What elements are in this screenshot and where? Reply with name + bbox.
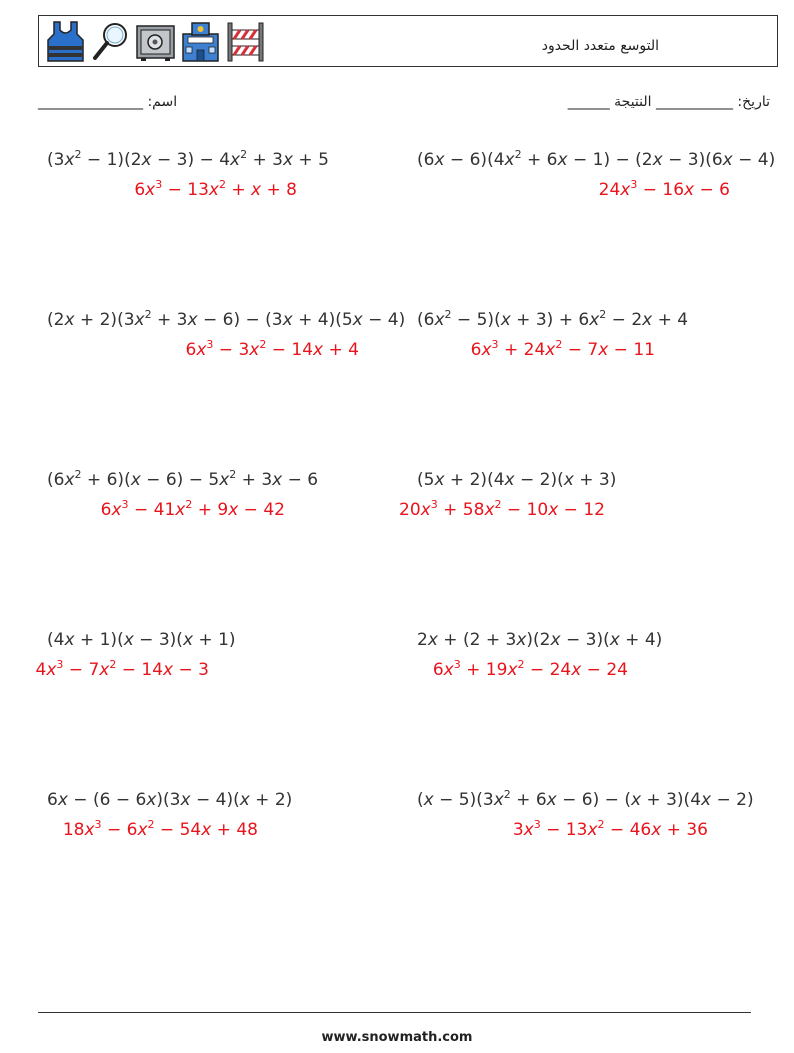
problem-question: (4x + 1)(x − 3)(x + 1) [47, 630, 236, 650]
safe-icon [135, 20, 176, 63]
problem-answer: $18x^3 - 6x^2 - 54x + 48$ [62, 818, 258, 840]
problem-question: $(6x^2 + 6)(x - 6) - 5x^2 + 3x - 6$ [47, 468, 319, 490]
problem-answer: $6x^3 - 13x^2 + x + 8$ [134, 178, 297, 200]
magnifier-icon [90, 20, 131, 63]
police-station-icon [180, 20, 221, 63]
problem-answer: $24x^3 - 16x - 6$ [598, 178, 730, 200]
problem-answer: $6x^3 - 3x^2 - 14x + 4$ [185, 338, 359, 360]
worksheet-title: التوسع متعدد الحدود [541, 38, 659, 54]
header-box [38, 15, 778, 67]
footer-divider [38, 1012, 751, 1013]
problem-question: 6x − (6 − 6x)(3x − 4)(x + 2) [47, 790, 293, 810]
footer-url: www.snowmath.com [321, 1030, 473, 1045]
problem-question: $(6x - 6)(4x^2 + 6x - 1) - (2x - 3)(6x - 4)$ [417, 148, 776, 170]
problem-question: $(3x^2 - 1)(2x - 3) - 4x^2 + 3x + 5$ [47, 148, 329, 170]
vest-icon [45, 20, 86, 63]
problem-answer: $6x^3 - 41x^2 + 9x - 42$ [100, 498, 285, 520]
problem-answer: $3x^3 - 13x^2 - 46x + 36$ [512, 818, 708, 840]
problem-question: (5x + 2)(4x − 2)(x + 3) [417, 470, 617, 490]
problem-answer: $4x^3 - 7x^2 - 14x - 3$ [35, 658, 209, 680]
problem-question: 2x + (2 + 3x)(2x − 3)(x + 4) [417, 630, 663, 650]
problem-question: $(6x^2 - 5)(x + 3) + 6x^2 - 2x + 4$ [417, 308, 689, 330]
problem-question: $(x - 5)(3x^2 + 6x - 6) - (x + 3)(4x - 2)$ [417, 788, 754, 810]
barrier-icon [225, 20, 266, 63]
problem-answer: $20x^3 + 58x^2 - 10x - 12$ [399, 498, 605, 520]
problem-answer: $6x^3 + 24x^2 - 7x - 11$ [470, 338, 655, 360]
problem-answer: $6x^3 + 19x^2 - 24x - 24$ [432, 658, 628, 680]
problem-question: $(2x + 2)(3x^2 + 3x - 6) - (3x + 4)(5x - 4)$ [47, 308, 406, 330]
date-score-field: تاريخ: ___________ النتيجة ______ [567, 94, 770, 110]
header-icons [45, 20, 266, 63]
name-field: اسم: _______________ [38, 94, 178, 110]
